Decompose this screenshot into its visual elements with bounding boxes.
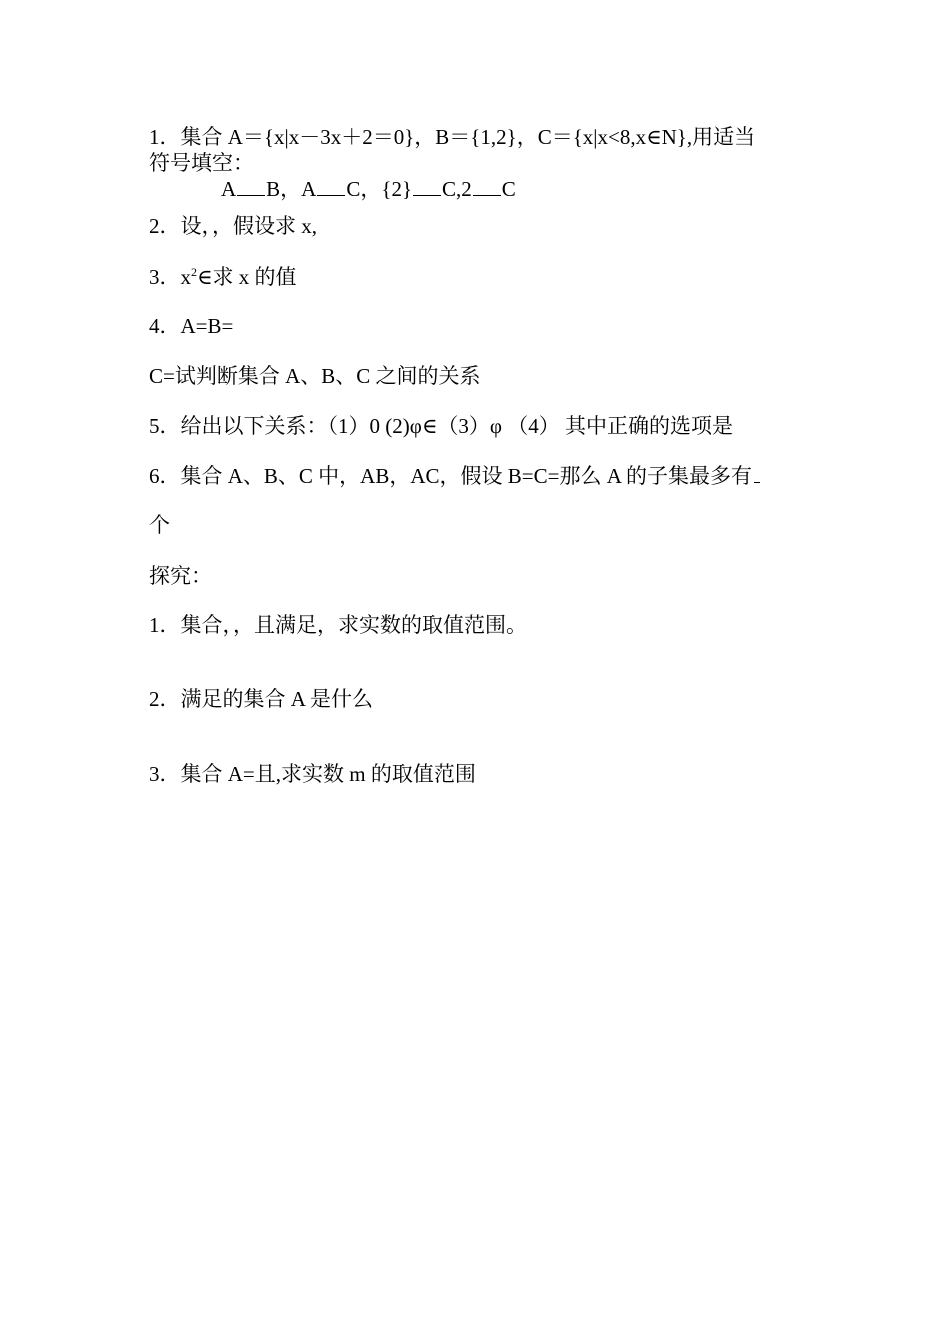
explore-heading: 探究：: [149, 564, 212, 588]
explore-item-3: 3．集合 A=且,求实数 m 的取值范围: [149, 762, 476, 786]
question-6: [149, 463, 761, 489]
explore-item-1: 1．集合，，且满足，求实数的取值范围。: [149, 613, 527, 637]
question-1-line-1: 1．集合 A＝{x|x－3x＋2＝0}，B＝{1,2}，C＝{x|x<8,x∈N},用适当: [149, 125, 756, 149]
answer-blank: [413, 177, 441, 196]
answer-blank: [473, 177, 501, 196]
answer-blank: [237, 177, 265, 196]
question-3-prefix: 3．x: [149, 265, 191, 289]
explore-item-2: 2．满足的集合 A 是什么: [149, 687, 374, 711]
question-1-line-2: 符号填空：: [149, 151, 254, 175]
fill-segment: A: [221, 177, 237, 201]
question-4-continued: C=试判断集合 A、B、C 之间的关系: [149, 364, 481, 388]
fill-segment: B，A: [266, 177, 317, 201]
question-6-tail: 个: [149, 513, 170, 537]
question-5: 5．给出以下关系：（1）0 (2)φ∈（3）φ （4） 其中正确的选项是: [149, 414, 734, 438]
question-1-fill-blanks: [221, 176, 516, 202]
question-3-suffix: ∈求 x 的值: [197, 265, 297, 289]
fill-segment: C,2: [442, 177, 472, 201]
fill-segment: C，{2}: [346, 177, 413, 201]
question-4: 4．A=B=: [149, 314, 234, 338]
question-2: 2．设，，假设求 x,: [149, 214, 317, 238]
question-3: [149, 264, 297, 290]
answer-blank: [754, 464, 760, 483]
fill-segment: C: [501, 177, 516, 201]
answer-blank: [317, 177, 345, 196]
superscript: 2: [191, 265, 197, 279]
question-6-text: 6．集合 A、B、C 中，AB，AC，假设 B=C=那么 A 的子集最多有: [149, 464, 752, 488]
